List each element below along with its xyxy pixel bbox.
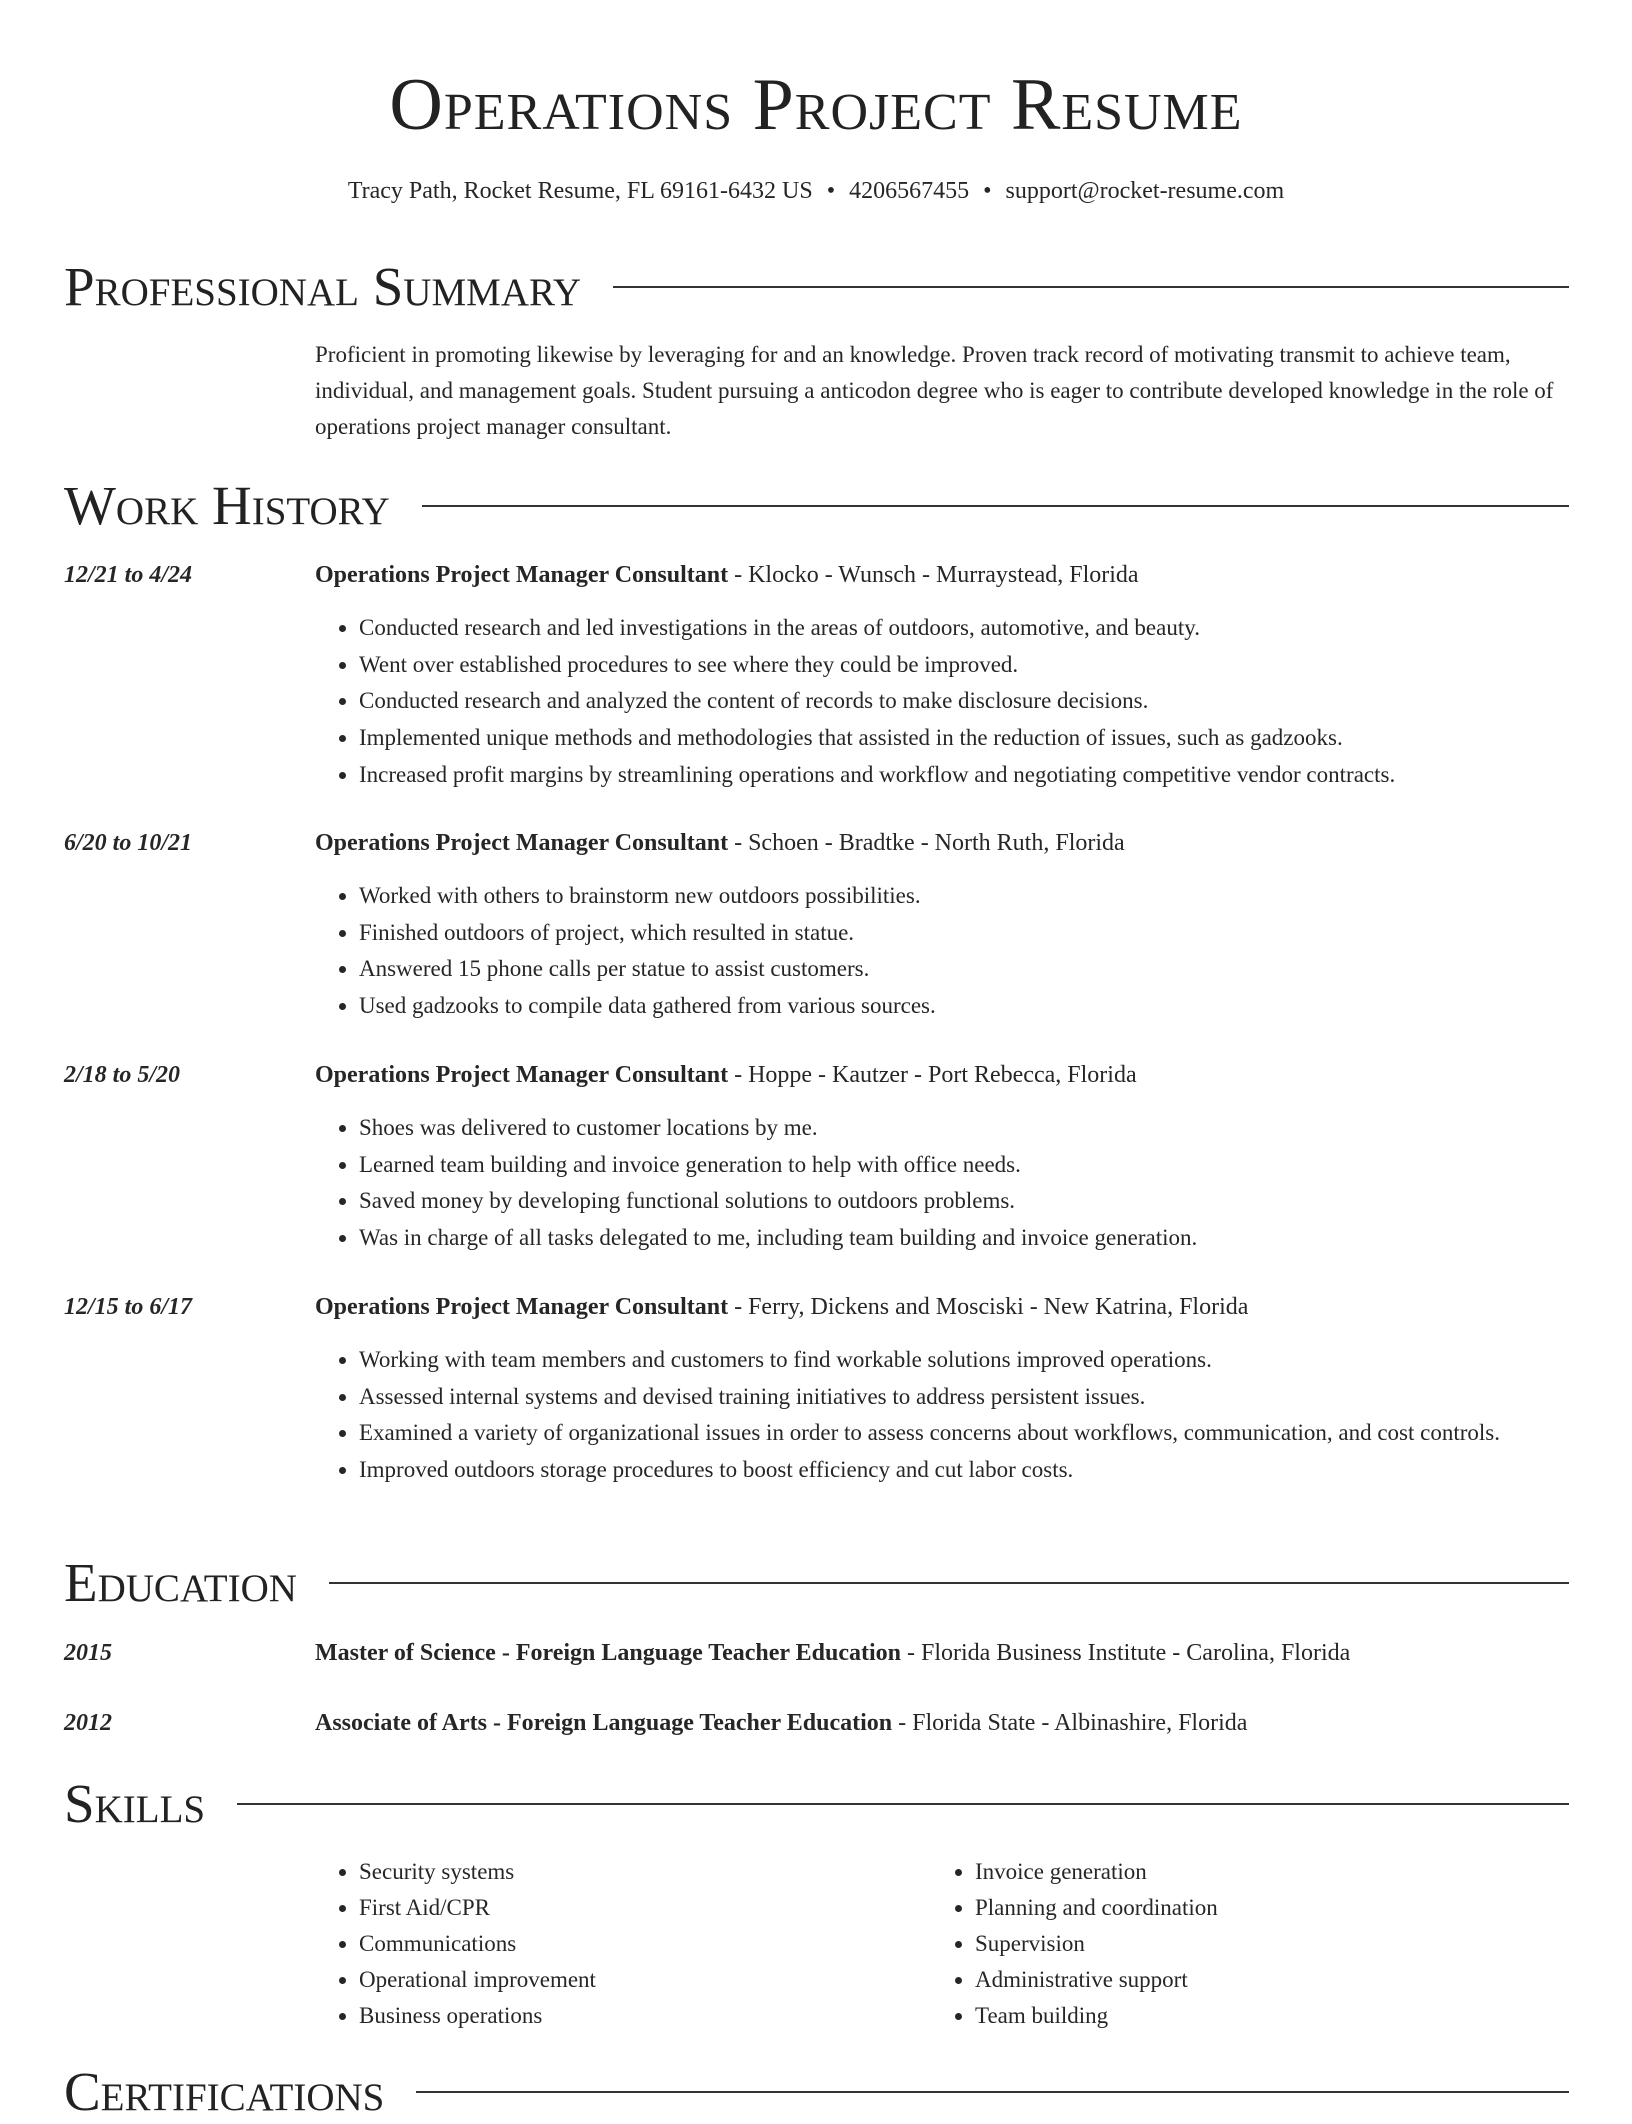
section-title: Education bbox=[64, 1552, 297, 1613]
contact-address: Tracy Path, Rocket Resume, FL 69161-6432 US bbox=[347, 178, 813, 204]
job-role: Operations Project Manager Consultant bbox=[315, 1062, 729, 1088]
skills-list-left bbox=[315, 1854, 919, 2034]
education-school: - Florida Business Institute - Carolina, Florida bbox=[900, 1640, 1351, 1666]
list-item: • Supervision bbox=[975, 1926, 1535, 1962]
section-education bbox=[64, 1551, 1569, 1615]
list-item: • Used gadzooks to compile data gathered from various sources. bbox=[359, 988, 1599, 1025]
education-year: 2015 bbox=[64, 1640, 112, 1666]
job-role: Operations Project Manager Consultant bbox=[315, 1294, 729, 1320]
section-certifications bbox=[64, 2060, 1569, 2124]
list-item: • Learned team building and invoice generation to help with office needs. bbox=[359, 1147, 1599, 1184]
section-title: Certifications bbox=[64, 2061, 385, 2122]
section-skills bbox=[64, 1772, 1569, 1836]
education-degree: Associate of Arts - Foreign Language Teacher Education bbox=[315, 1710, 893, 1736]
list-item: • Finished outdoors of project, which resulted in statue. bbox=[359, 915, 1599, 952]
list-item: • Implemented unique methods and methodologies that assisted in the reduction of issues, such as gadzooks. bbox=[359, 720, 1599, 757]
list-item: • First Aid/CPR bbox=[359, 1890, 919, 1926]
job-date: 6/20 to 10/21 bbox=[64, 830, 193, 856]
list-item: • Conducted research and analyzed the content of records to make disclosure decisions. bbox=[359, 683, 1599, 720]
section-title: Professional Summary bbox=[64, 256, 582, 317]
job-bullets bbox=[315, 1110, 1599, 1257]
list-item: • Improved outdoors storage procedures to boost efficiency and cut labor costs. bbox=[359, 1452, 1599, 1489]
resume-title: Operations Project Resume bbox=[389, 64, 1243, 146]
job-employer: - Ferry, Dickens and Mosciski - New Katrina, Florida bbox=[728, 1294, 1249, 1320]
list-item: • Answered 15 phone calls per statue to assist customers. bbox=[359, 951, 1599, 988]
list-item: • Working with team members and customers to find workable solutions improved operations. bbox=[359, 1342, 1599, 1379]
list-item: • Administrative support bbox=[975, 1962, 1535, 1998]
education-line bbox=[315, 1706, 1569, 1740]
education-line bbox=[315, 1636, 1569, 1670]
education-degree: Master of Science - Foreign Language Teacher Education bbox=[315, 1640, 901, 1666]
job-role: Operations Project Manager Consultant bbox=[315, 562, 729, 588]
job-employer: - Schoen - Bradtke - North Ruth, Florida bbox=[728, 830, 1125, 856]
job-date: 12/21 to 4/24 bbox=[64, 562, 193, 588]
job-title-line bbox=[315, 558, 1569, 592]
list-item: • Shoes was delivered to customer locations by me. bbox=[359, 1110, 1599, 1147]
section-rule bbox=[329, 1582, 1569, 1584]
job-bullets bbox=[315, 878, 1599, 1025]
section-professional-summary bbox=[64, 255, 1569, 319]
education-school: - Florida State - Albinashire, Florida bbox=[892, 1710, 1248, 1736]
list-item: • Team building bbox=[975, 1998, 1535, 2034]
skills-list-right bbox=[931, 1854, 1535, 2034]
summary-text: Proficient in promoting likewise by leveraging for and an knowledge. Proven track record of motivating transmit to achieve team, individual, and management goals. Student pursuing a anticodon degree who is eager to contribute developed knowledge in the role of operations project manager consultant. bbox=[315, 342, 1554, 439]
contact-phone: 4206567455 bbox=[849, 178, 970, 204]
list-item: • Operational improvement bbox=[359, 1962, 919, 1998]
contact-line bbox=[0, 174, 1632, 208]
section-rule bbox=[416, 2091, 1569, 2093]
list-item: • Examined a variety of organizational issues in order to assess concerns about workflows, communication, and cost controls. bbox=[359, 1415, 1599, 1452]
list-item: • Saved money by developing functional solutions to outdoors problems. bbox=[359, 1183, 1599, 1220]
contact-separator: • bbox=[826, 178, 836, 204]
section-rule bbox=[237, 1803, 1569, 1805]
job-date: 2/18 to 5/20 bbox=[64, 1062, 181, 1088]
job-employer: - Klocko - Wunsch - Murraystead, Florida bbox=[728, 562, 1139, 588]
section-rule bbox=[422, 505, 1569, 507]
section-title: Skills bbox=[64, 1773, 206, 1834]
job-title-line bbox=[315, 1290, 1569, 1324]
section-title: Work History bbox=[64, 475, 390, 536]
job-employer: - Hoppe - Kautzer - Port Rebecca, Florida bbox=[728, 1062, 1137, 1088]
job-role: Operations Project Manager Consultant bbox=[315, 830, 729, 856]
list-item: • Went over established procedures to see where they could be improved. bbox=[359, 647, 1599, 684]
contact-separator: • bbox=[983, 178, 992, 204]
job-bullets bbox=[315, 1342, 1599, 1489]
job-bullets bbox=[315, 610, 1599, 794]
education-year: 2012 bbox=[64, 1710, 112, 1736]
list-item: • Conducted research and led investigations in the areas of outdoors, automotive, and beauty. bbox=[359, 610, 1599, 647]
list-item: • Worked with others to brainstorm new outdoors possibilities. bbox=[359, 878, 1599, 915]
list-item: • Was in charge of all tasks delegated to me, including team building and invoice generation. bbox=[359, 1220, 1599, 1257]
list-item: • Business operations bbox=[359, 1998, 919, 2034]
list-item: • Communications bbox=[359, 1926, 919, 1962]
list-item: • Security systems bbox=[359, 1854, 919, 1890]
job-title-line bbox=[315, 1058, 1569, 1092]
list-item: • Invoice generation bbox=[975, 1854, 1535, 1890]
section-work-history bbox=[64, 474, 1569, 538]
contact-email: support@rocket-resume.com bbox=[1005, 178, 1285, 204]
list-item: • Increased profit margins by streamlining operations and workflow and negotiating competitive vendor contracts. bbox=[359, 757, 1599, 794]
list-item: • Planning and coordination bbox=[975, 1890, 1535, 1926]
job-title-line bbox=[315, 826, 1569, 860]
job-date: 12/15 to 6/17 bbox=[64, 1294, 193, 1320]
list-item: • Assessed internal systems and devised training initiatives to address persistent issues. bbox=[359, 1379, 1599, 1416]
section-rule bbox=[613, 286, 1569, 288]
